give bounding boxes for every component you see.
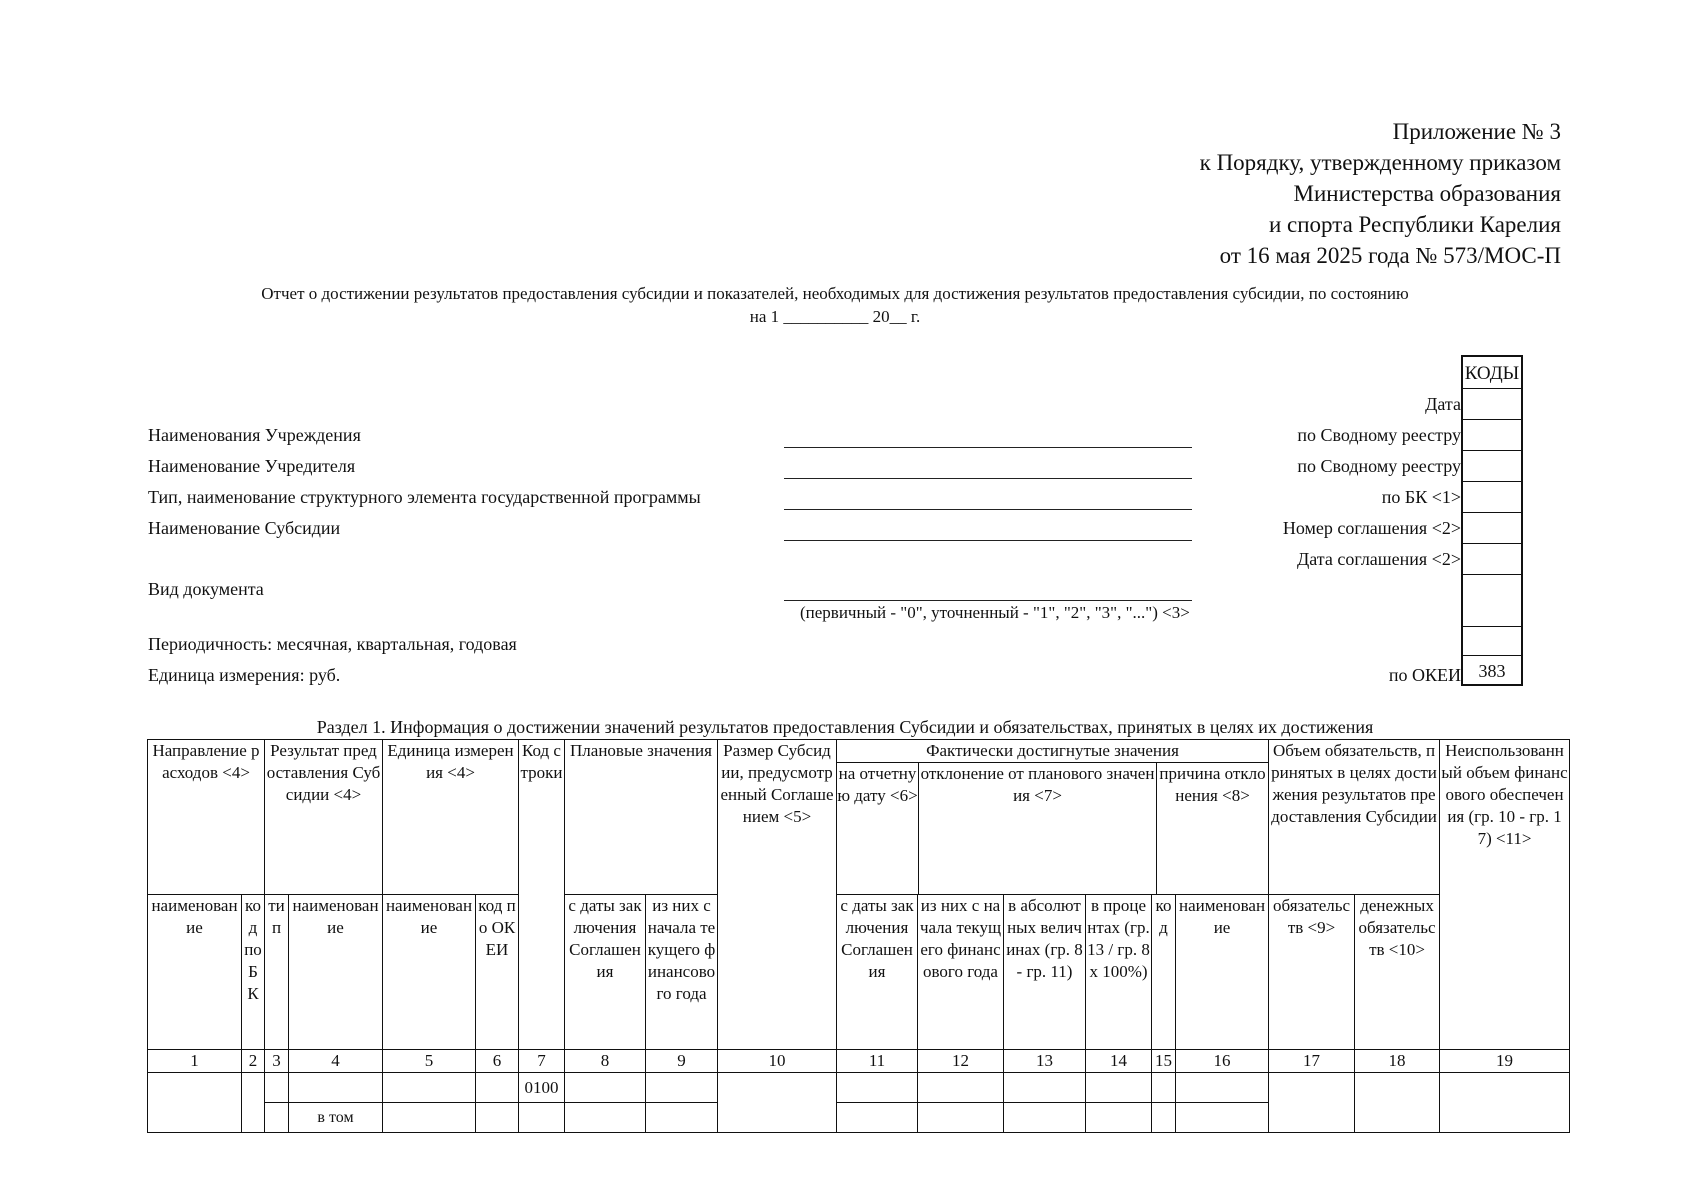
appendix-block	[961, 116, 1561, 271]
report-title-line: Отчет о достижении результатов предоставления субсидии и показателей, необходимых для достижения результатов предоставления субсидии, по состоянию	[261, 284, 1409, 303]
table-cell[interactable]	[383, 1103, 476, 1133]
table-cell[interactable]	[1269, 1073, 1355, 1133]
code-agreement-number-label: Номер соглашения <2>	[1282, 518, 1461, 538]
table-cell[interactable]	[837, 1103, 918, 1133]
table-cell[interactable]	[565, 1073, 646, 1103]
subheader-deviation-percent: в процентах (гр. 13 / гр. 8 x 100%)	[1086, 895, 1152, 1050]
table-cell[interactable]	[646, 1103, 718, 1133]
subheader-reason-name: наименование	[1176, 895, 1269, 1050]
column-number: 9	[646, 1050, 718, 1073]
codes-title: КОДЫ	[1464, 363, 1520, 384]
column-number: 16	[1176, 1050, 1269, 1073]
header-plan: Плановые значения	[565, 740, 718, 895]
subheader-unit-name: наименование	[383, 895, 476, 1050]
table-cell[interactable]	[1152, 1103, 1176, 1133]
column-number: 4	[289, 1050, 383, 1073]
column-number: 15	[1152, 1050, 1176, 1073]
table-cell[interactable]	[1004, 1103, 1086, 1133]
code-okei-label: по ОКЕИ	[1388, 665, 1461, 685]
subheader-fact-from-year: из них с начала текущего финансового года	[918, 895, 1004, 1050]
column-number: 17	[1269, 1050, 1355, 1073]
column-number: 19	[1440, 1050, 1570, 1073]
table-cell[interactable]	[918, 1073, 1004, 1103]
table-cell[interactable]	[476, 1103, 519, 1133]
table-cell[interactable]	[289, 1073, 383, 1103]
header-unused: Неиспользованный объем финансового обеспечения (гр. 10 - гр. 17) <11>	[1440, 740, 1570, 1050]
header-fact-reason: причина отклонения <8>	[1159, 764, 1266, 805]
code-cell-bk[interactable]	[1463, 481, 1521, 482]
header-fact	[837, 740, 1269, 895]
table-cell[interactable]	[1440, 1073, 1570, 1133]
column-number: 8	[565, 1050, 646, 1073]
table-cell[interactable]	[265, 1073, 289, 1103]
unit-label: Единица измерения: руб.	[148, 665, 341, 685]
code-bk-label: по БК <1>	[1381, 487, 1461, 507]
code-cell-agreement-number[interactable]	[1463, 512, 1521, 513]
table-cell[interactable]	[242, 1073, 265, 1133]
code-cell-doc-type[interactable]	[1463, 574, 1521, 575]
subheader-reason-code: код	[1152, 895, 1176, 1050]
subheader-money-obligations: денежных обязательств <10>	[1355, 895, 1440, 1050]
program-element-field[interactable]	[784, 509, 1192, 510]
subsidy-label: Наименование Субсидии	[148, 518, 341, 538]
appendix-line: Приложение № 3	[1392, 119, 1561, 144]
table-cell[interactable]	[265, 1103, 289, 1133]
founder-label: Наименование Учредителя	[148, 456, 356, 476]
program-element-label: Тип, наименование структурного элемента государственной программы	[148, 487, 701, 507]
column-number: 3	[265, 1050, 289, 1073]
subheader-fact-from-agreement: с даты заключения Соглашения	[837, 895, 918, 1050]
column-number: 11	[837, 1050, 918, 1073]
table-cell[interactable]	[383, 1073, 476, 1103]
table-cell[interactable]	[718, 1073, 837, 1133]
code-date-label: Дата	[1425, 394, 1461, 414]
doc-type-field[interactable]	[784, 600, 1192, 601]
subheader-plan-from-agreement: с даты заключения Соглашения	[565, 895, 646, 1050]
table-cell[interactable]	[1152, 1073, 1176, 1103]
column-number: 14	[1086, 1050, 1152, 1073]
institution-label: Наименования Учреждения	[148, 425, 361, 445]
code-cell-date[interactable]	[1463, 388, 1521, 389]
table-cell[interactable]	[1355, 1073, 1440, 1133]
appendix-line: и спорта Республики Карелия	[1268, 212, 1561, 237]
header-result: Результат предоставления Субсидии <4>	[265, 740, 383, 895]
subheader-result-name: наименование	[289, 895, 383, 1050]
subheader-type: тип	[265, 895, 289, 1050]
table-cell[interactable]	[519, 1103, 565, 1133]
subheader-okei: код по ОКЕИ	[476, 895, 519, 1050]
table-cell[interactable]	[565, 1103, 646, 1133]
code-registry-label: по Сводному реестру	[1297, 456, 1461, 476]
table-cell[interactable]	[1176, 1073, 1269, 1103]
table-cell[interactable]	[837, 1073, 918, 1103]
column-number: 6	[476, 1050, 519, 1073]
table-cell[interactable]	[918, 1103, 1004, 1133]
doc-type-hint: (первичный - "0", уточненный - "1", "2", "3", "...") <3>	[800, 603, 1190, 622]
column-number: 10	[718, 1050, 837, 1073]
subsidy-field[interactable]	[784, 540, 1192, 541]
subheader-plan-from-year: из них с начала текущего финансового года	[646, 895, 718, 1050]
report-title	[140, 282, 1530, 328]
code-cell-registry[interactable]	[1463, 450, 1521, 451]
header-direction: Направление расходов <4>	[148, 740, 265, 895]
code-cell-agreement-date[interactable]	[1463, 543, 1521, 544]
subheader-deviation-absolute: в абсолютных величинах (гр. 8 - гр. 11)	[1004, 895, 1086, 1050]
section-title: Раздел 1. Информация о достижении значений результатов предоставления Субсидии и обязательствах, принятых в целях их достижения	[316, 717, 1374, 737]
row-code-cell: 0100	[519, 1073, 565, 1103]
column-number: 12	[918, 1050, 1004, 1073]
appendix-line: от 16 мая 2025 года № 573/МОС-П	[1219, 243, 1561, 268]
okei-value: 383	[1478, 661, 1506, 681]
code-cell-registry[interactable]	[1463, 419, 1521, 420]
founder-field[interactable]	[784, 478, 1192, 479]
appendix-line: Министерства образования	[1293, 181, 1561, 206]
column-number: 18	[1355, 1050, 1440, 1073]
table-cell[interactable]	[1176, 1103, 1269, 1133]
code-registry-label: по Сводному реестру	[1297, 425, 1461, 445]
row-including-label: в том	[289, 1103, 383, 1133]
header-obligations: Объем обязательств, принятых в целях достижения результатов предоставления Субсидии	[1269, 740, 1440, 895]
subheader-direction-name: наименование	[148, 895, 242, 1050]
table-cell[interactable]	[646, 1073, 718, 1103]
header-subsidy-size: Размер Субсидии, предусмотренный Соглашением <5>	[718, 740, 837, 1050]
table-cell[interactable]	[1086, 1103, 1152, 1133]
table-cell[interactable]	[1004, 1073, 1086, 1103]
header-fact-date: на отчетную дату <6>	[837, 763, 919, 894]
table-cell[interactable]	[476, 1073, 519, 1103]
code-agreement-date-label: Дата соглашения <2>	[1296, 549, 1461, 569]
header-fact-title: Фактически достигнутые значения	[837, 740, 1268, 763]
header-unit: Единица измерения <4>	[383, 740, 519, 895]
results-table	[147, 739, 1570, 1133]
doc-type-label: Вид документа	[148, 579, 264, 599]
column-number: 1	[148, 1050, 242, 1073]
institution-field[interactable]	[784, 447, 1192, 448]
header-row-code: Код строки	[519, 740, 565, 1050]
subheader-code-bk: код по БК	[242, 895, 265, 1050]
column-number: 13	[1004, 1050, 1086, 1073]
column-number: 7	[519, 1050, 565, 1073]
codes-box	[1461, 355, 1523, 686]
column-number: 5	[383, 1050, 476, 1073]
column-number: 2	[242, 1050, 265, 1073]
appendix-line: к Порядку, утвержденному приказом	[1199, 150, 1561, 175]
table-cell[interactable]	[148, 1073, 242, 1133]
header-fact-deviation: отклонение от планового значения <7>	[919, 763, 1157, 894]
table-cell[interactable]	[1086, 1073, 1152, 1103]
report-title-date: на 1 __________ 20__ г.	[749, 307, 921, 326]
code-cell-periodicity[interactable]	[1463, 626, 1521, 627]
periodicity-label: Периодичность: месячная, квартальная, годовая	[148, 634, 517, 654]
subheader-obligations: обязательств <9>	[1269, 895, 1355, 1050]
